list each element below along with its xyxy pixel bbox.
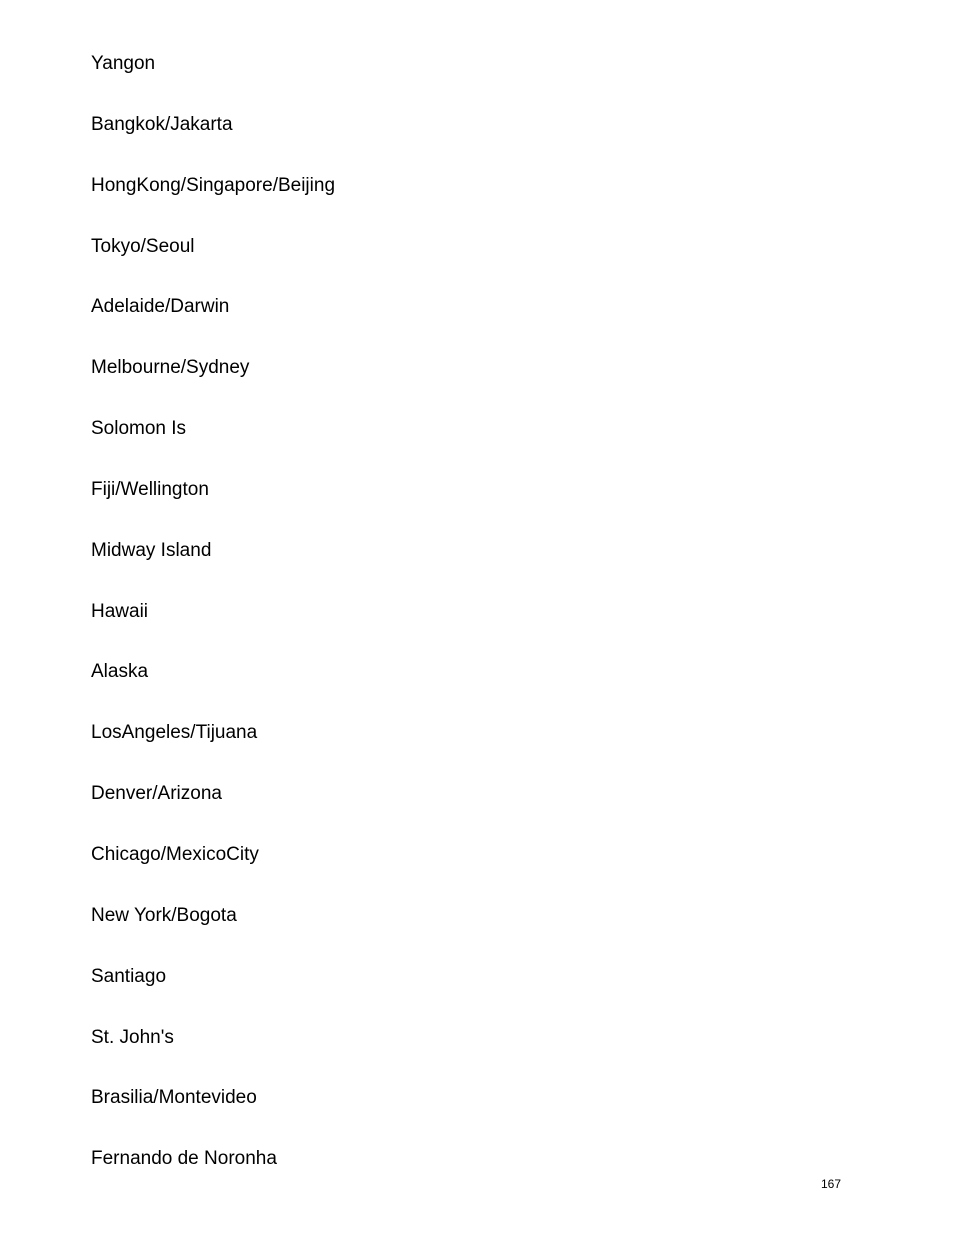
list-item: LosAngeles/Tijuana: [91, 722, 258, 744]
list-item: Fiji/Wellington: [91, 478, 209, 500]
list-item: Adelaide/Darwin: [91, 296, 230, 318]
time-zone-city-list: [91, 52, 335, 1208]
list-item: Santiago: [91, 965, 167, 987]
list-item: Melbourne/Sydney: [91, 357, 250, 379]
list-item: Fernando de Noronha: [91, 1148, 277, 1170]
list-item: Brasilia/Montevideo: [91, 1087, 257, 1109]
list-item: HongKong/Singapore/Beijing: [91, 174, 336, 196]
list-item: Midway Island: [91, 539, 212, 561]
list-item: St. John's: [91, 1026, 174, 1048]
list-item: New York/Bogota: [91, 904, 237, 926]
list-item: Hawaii: [91, 600, 149, 622]
list-item: Denver/Arizona: [91, 783, 222, 805]
list-item: Bangkok/Jakarta: [91, 113, 233, 135]
list-item: Solomon Is: [91, 418, 187, 440]
list-item: Yangon: [91, 53, 156, 74]
page-number: 167: [821, 1177, 842, 1191]
list-item: Alaska: [91, 661, 149, 683]
list-item: Chicago/MexicoCity: [91, 843, 259, 865]
list-item: Tokyo/Seoul: [91, 235, 195, 257]
